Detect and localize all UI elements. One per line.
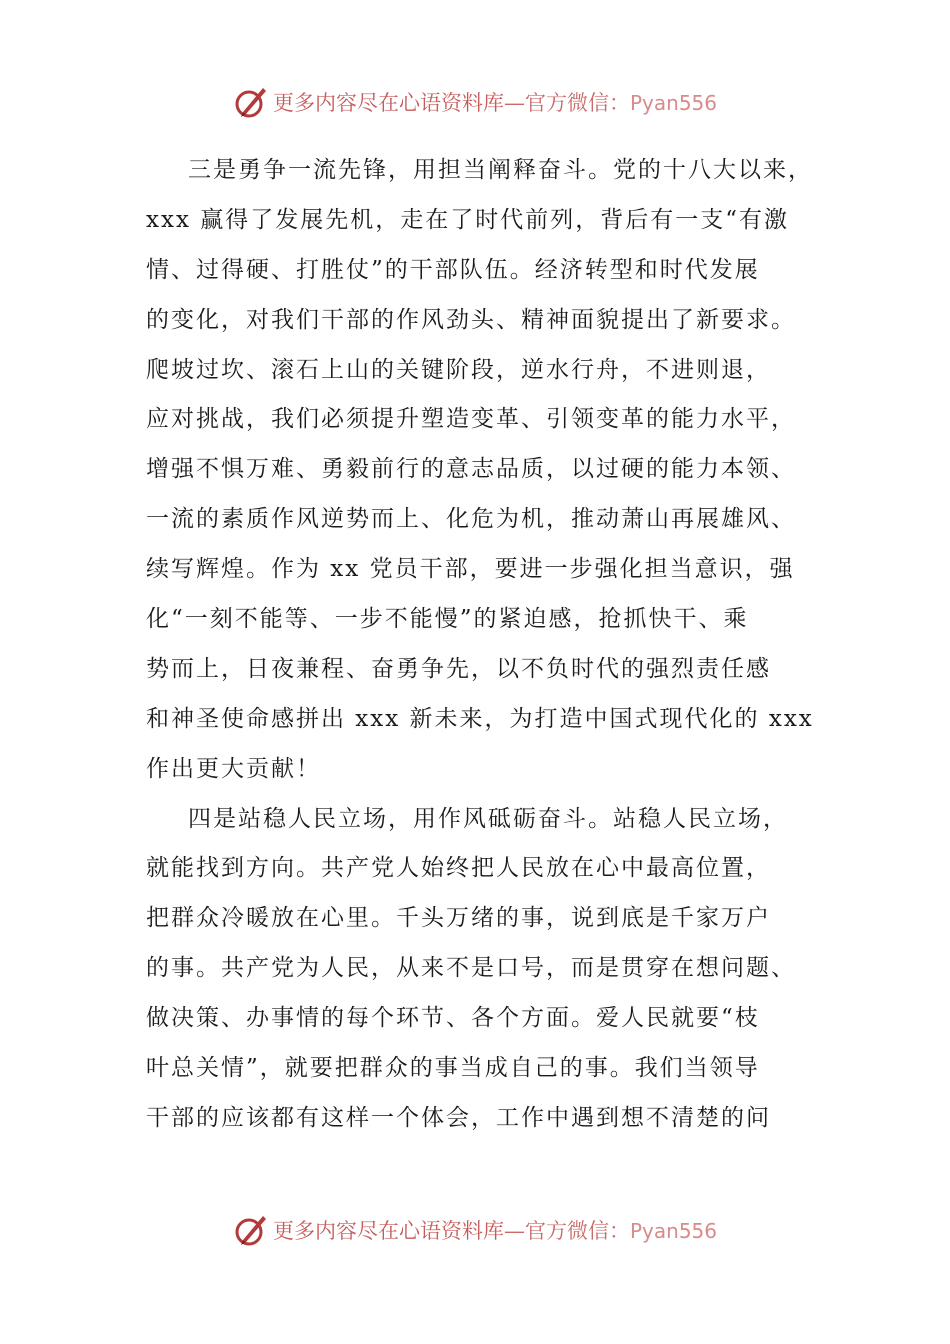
- banner-wechat-id: Pyan556: [629, 1219, 717, 1243]
- text-line: 应对挑战，我们必须提升塑造变革、引领变革的能力水平，: [146, 406, 796, 433]
- pen-circle-logo-icon: [233, 84, 269, 120]
- text-line: 的事。共产党为人民，从来不是口号，而是贯穿在想问题、: [146, 955, 796, 982]
- text-line: 情、过得硬、打胜仗”的干部队伍。经济转型和时代发展: [146, 256, 760, 283]
- text-line: 的变化，对我们干部的作风劲头、精神面貌提出了新要求。: [146, 306, 796, 333]
- text-line: 续写辉煌。作为 xx 党员干部，要进一步强化担当意识，强: [146, 556, 795, 583]
- text-line: 把群众冷暖放在心里。千头万绪的事，说到底是千家万户: [146, 905, 771, 932]
- banner-dash: —: [503, 1219, 525, 1243]
- pen-circle-logo-icon: [233, 1212, 269, 1248]
- text-line: 化“一刻不能等、一步不能慢”的紧迫感，抢抓快干、乘: [146, 606, 749, 633]
- text-line: 就能找到方向。共产党人始终把人民放在心中最高位置，: [146, 855, 771, 882]
- text-line: 势而上，日夜兼程、奋勇争先，以不负时代的强烈责任感: [146, 655, 771, 682]
- banner-dash: —: [503, 91, 525, 115]
- banner-text: [273, 1215, 717, 1245]
- text-line: 干部的应该都有这样一个体会，工作中遇到想不清楚的问: [146, 1104, 771, 1131]
- text-line: 增强不惧万难、勇毅前行的意志品质，以过硬的能力本领、: [146, 456, 796, 483]
- banner-title: 更多内容尽在心语资料库: [272, 91, 504, 115]
- text-line: xxx 赢得了发展先机，走在了时代前列，背后有一支“有激: [146, 206, 789, 233]
- text-line: 一流的素质作风逆势而上、化危为机，推动萧山再展雄风、: [146, 506, 796, 533]
- banner-wechat-id: Pyan556: [629, 91, 717, 115]
- banner-text: [273, 87, 717, 117]
- banner-title: 更多内容尽在心语资料库: [272, 1219, 504, 1243]
- text-line: 和神圣使命感拼出 xxx 新未来，为打造中国式现代化的 xxx: [146, 705, 814, 732]
- footer-watermark-banner: [0, 1210, 950, 1250]
- document-body: [146, 146, 814, 1144]
- text-line: 叶总关情”，就要把群众的事当成自己的事。我们当领导: [146, 1055, 760, 1082]
- banner-wechat-label: 官方微信：: [524, 91, 630, 115]
- text-line: 四是站稳人民立场，用作风砥砺奋斗。站稳人民立场，: [188, 805, 788, 832]
- text-line: 三是勇争一流先锋，用担当阐释奋斗。党的十八大以来，: [188, 157, 813, 183]
- text-line: 作出更大贡献！: [146, 755, 321, 782]
- text-line: 做决策、办事情的每个环节、各个方面。爱人民就要“枝: [146, 1005, 760, 1032]
- banner-wechat-label: 官方微信：: [524, 1219, 630, 1243]
- text-line: 爬坡过坎、滚石上山的关键阶段，逆水行舟，不进则退，: [146, 356, 771, 383]
- header-watermark-banner: [0, 82, 950, 122]
